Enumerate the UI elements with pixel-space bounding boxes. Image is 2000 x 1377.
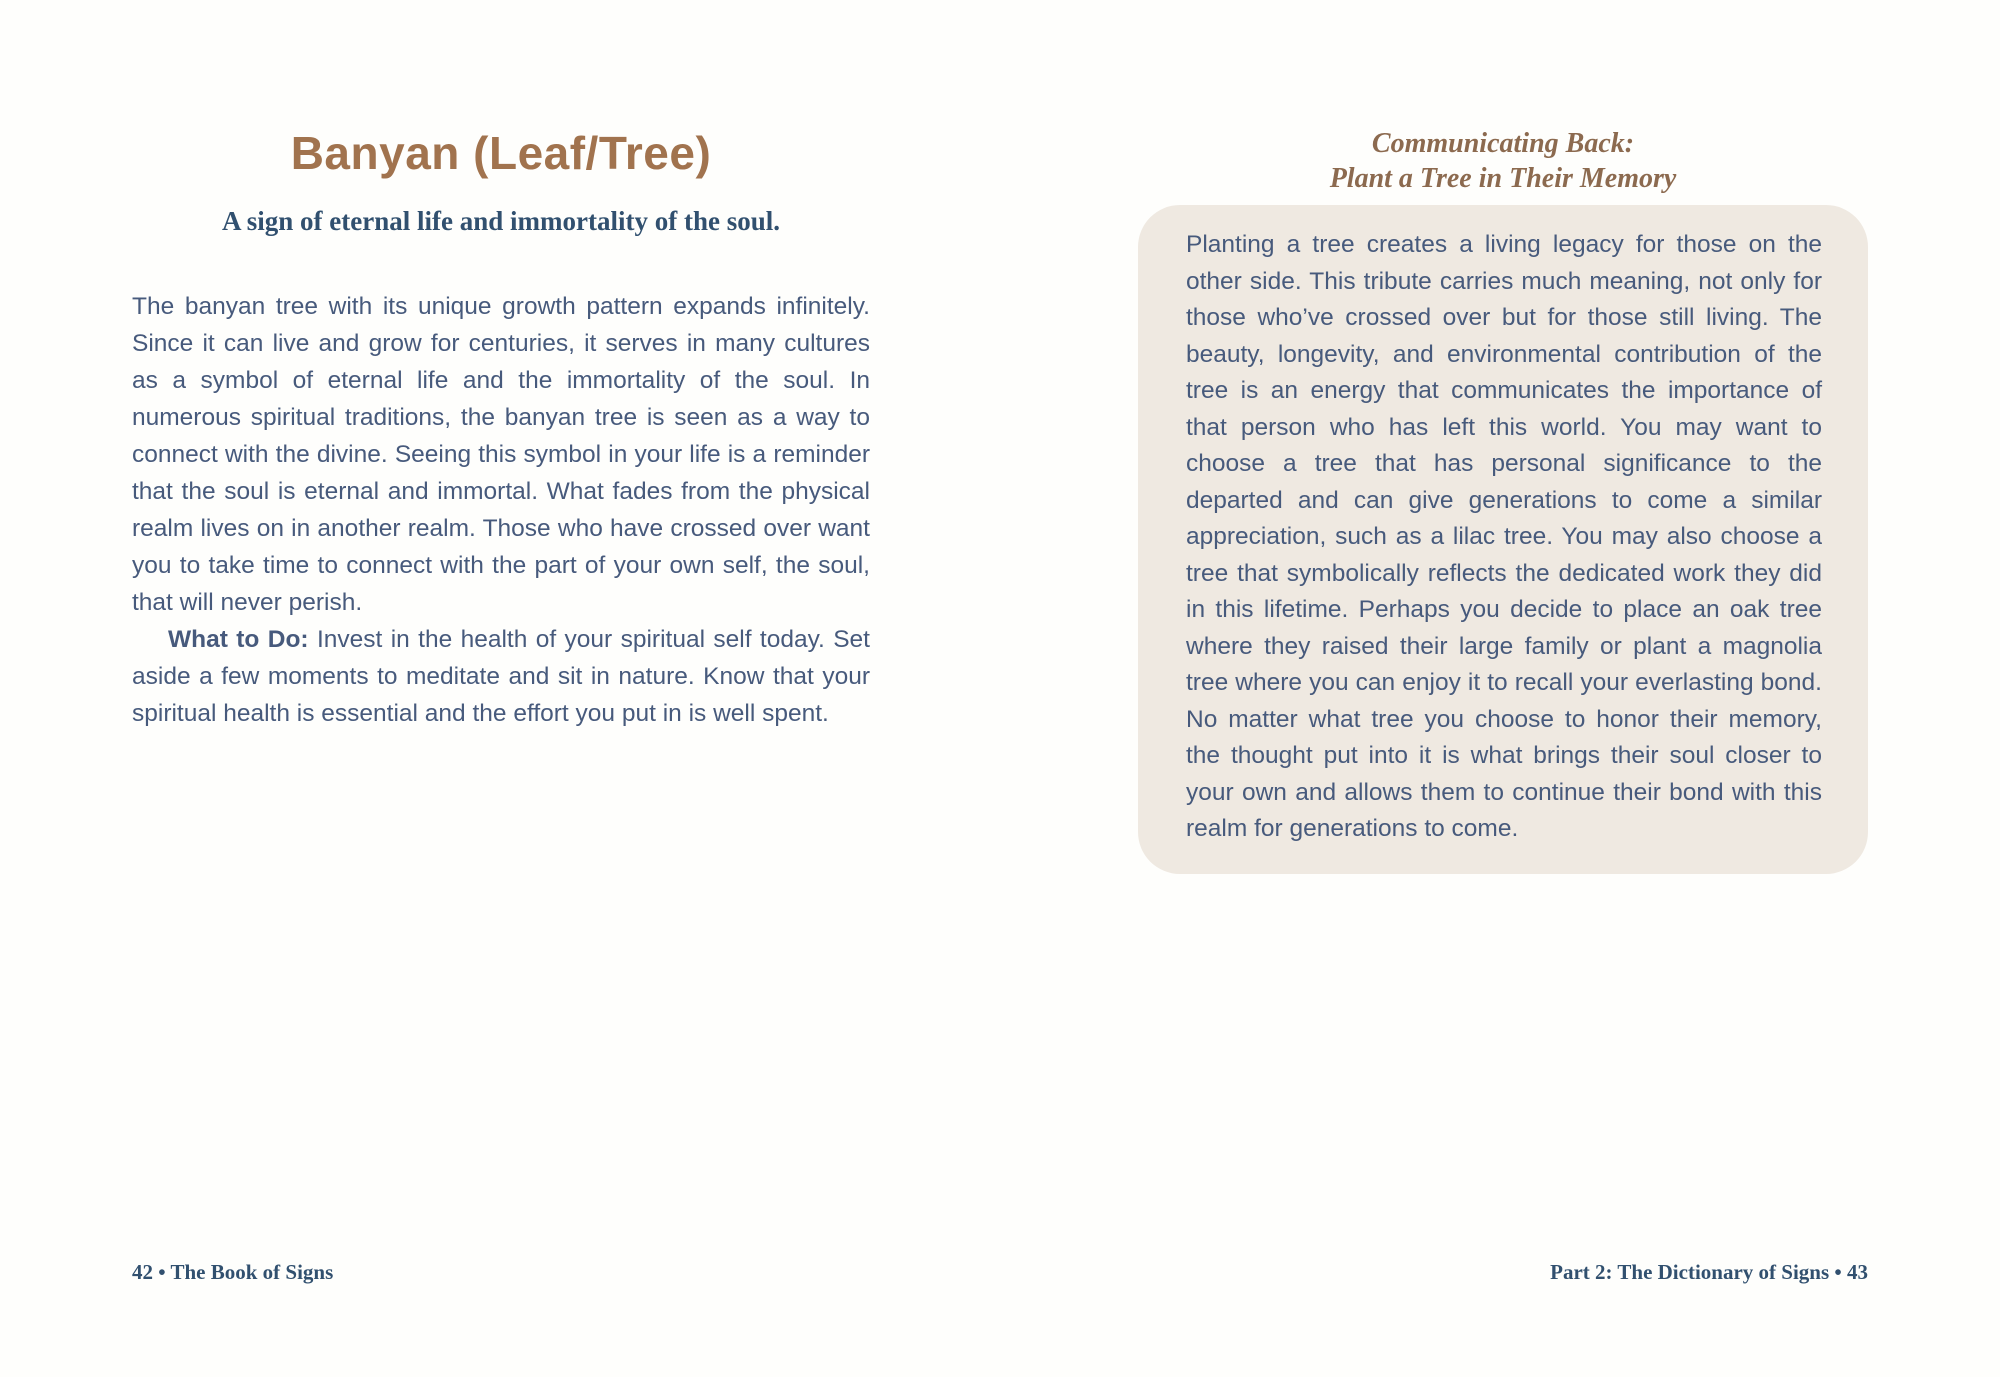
entry-title: Banyan (Leaf/Tree) [290, 127, 712, 179]
left-page-footer: 42 • The Book of Signs [132, 1260, 334, 1284]
callout-box [1138, 205, 1868, 874]
what-to-do-paragraph [132, 621, 870, 732]
right-page [1138, 0, 1868, 1377]
what-to-do-label: What to Do: [168, 626, 309, 653]
entry-paragraph: The banyan tree with its unique growth pattern expands infinitely. Since it can live and grow for centuries, it serves in many cultures as a symbol of eternal life and the immortality of the soul. In numerous spiritual traditions, the banyan tree is seen as a way to connect with the divine. Seeing this symbol in your life is a reminder that the soul is eternal and immortal. What fades from the physical realm lives on in another realm. Those who have crossed over want you to take time to connect with the part of your own self, the soul, that will never perish. [132, 293, 870, 616]
right-page-footer: Part 2: The Dictionary of Signs • 43 [1550, 1260, 1868, 1284]
entry-body [132, 288, 870, 732]
callout-heading [1138, 126, 1868, 196]
callout-heading-line2: Plant a Tree in Their Memory [1329, 163, 1677, 194]
callout-text: Planting a tree creates a living legacy for those on the other side. This tribute carries much meaning, not only for those who’ve crossed over but for those still living. The beauty, longevity, and environmental contribution of the tree is an energy that communicates the importance of that person who has left this world. You may want to choose a tree that has personal significance to the departed and can give generations to come a similar appreciation, such as a lilac tree. You may also choose a tree that symbolically reflects the dedicated work they did in this lifetime. Perhaps you decide to place an oak tree where they raised their large family or plant a magnolia tree where you can enjoy it to recall your everlasting bond. No matter what tree you choose to honor their memory, the thought put into it is what brings their soul closer to your own and allows them to continue their bond with this realm for generations to come. [1186, 231, 1822, 842]
callout-heading-line1: Communicating Back: [1371, 128, 1635, 159]
entry-subtitle: A sign of eternal life and immortality of the soul. [222, 206, 780, 236]
what-to-do-text: Invest in the health of your spiritual self today. Set aside a few moments to meditate and sit in nature. Know that your spiritual health is essential and the effort you put in is well spent. [132, 626, 870, 727]
left-page [132, 0, 870, 1377]
